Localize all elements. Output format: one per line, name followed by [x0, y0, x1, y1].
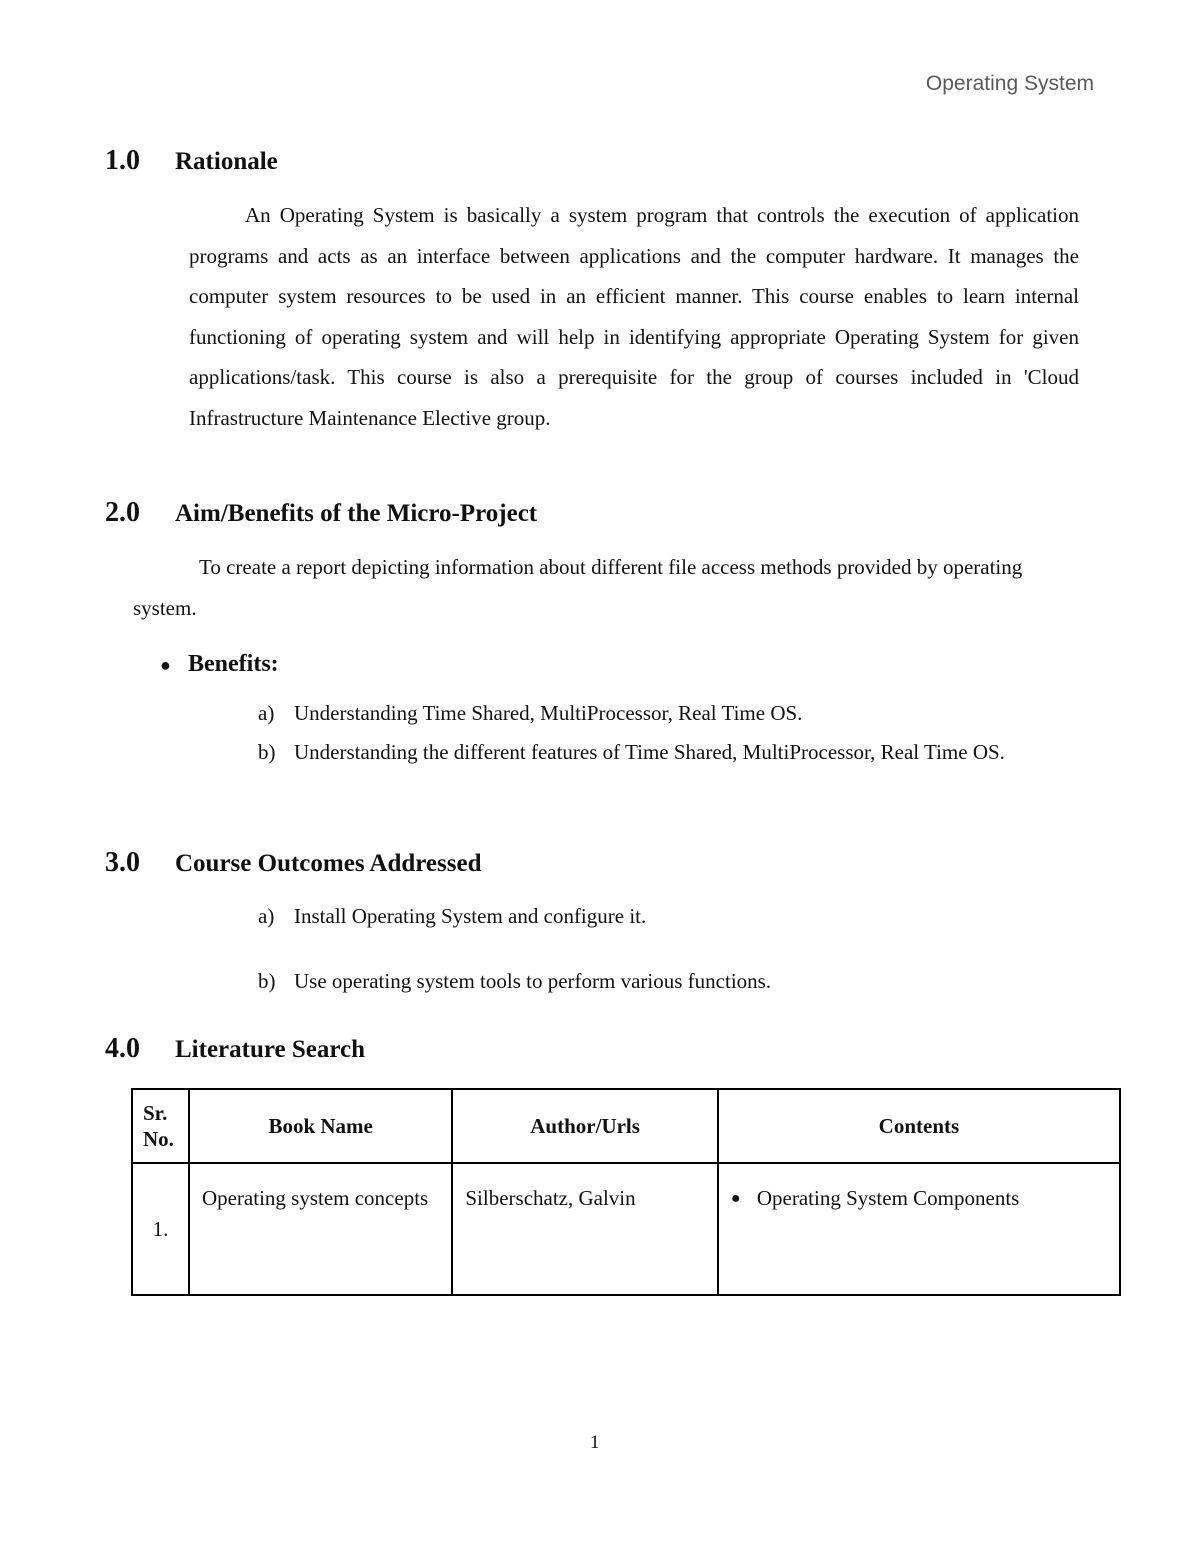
section-title: Rationale [175, 148, 278, 175]
cell-sr-no: 1. [132, 1163, 189, 1295]
list-marker: b) [258, 969, 276, 993]
list-marker: a) [258, 904, 275, 928]
contents-list-item [731, 1182, 1107, 1215]
list-item [258, 896, 1074, 936]
header-sr-no: Sr. No. [132, 1089, 189, 1163]
header-contents: Contents [718, 1089, 1120, 1163]
list-text: Understanding the different features of Time Shared, MultiProcessor, Real Time OS. [294, 740, 1005, 764]
table-row [132, 1163, 1120, 1295]
section-number: 4.0 [105, 1033, 140, 1064]
section-number: 1.0 [105, 145, 140, 176]
section-title: Literature Search [175, 1036, 366, 1063]
list-marker: b) [258, 740, 276, 764]
list-text: Install Operating System and configure it. [294, 904, 647, 928]
section-heading-rationale [105, 145, 278, 177]
bullet-icon: ● [160, 655, 171, 675]
bullet-icon: ● [730, 1190, 741, 1207]
aim-paragraph: To create a report depicting information about different file access methods provided by operating system. [133, 555, 1023, 620]
section-heading-outcomes [105, 847, 481, 879]
benefits-title: Benefits: [188, 651, 279, 677]
benefits-heading [160, 651, 279, 678]
cell-contents [718, 1163, 1120, 1295]
list-item [258, 732, 1074, 772]
page-number: 1 [590, 1432, 600, 1453]
table-header-row [132, 1089, 1120, 1163]
rationale-paragraph: An Operating System is basically a system program that controls the execution of application programs and acts as an interface between applications and the computer hardware. It manages the computer system resources to be used in an efficient manner. This course enables to learn internal functioning of operating system and will help in identifying appropriate Operating System for given applications/task. This course is also a prerequisite for the group of courses included in 'Cloud Infrastructure Maintenance Elective group. [189, 203, 1079, 430]
section-title: Aim/Benefits of the Micro-Project [175, 500, 538, 527]
literature-table [131, 1088, 1121, 1296]
cell-author: Silberschatz, Galvin [452, 1163, 718, 1295]
section-number: 2.0 [105, 497, 140, 528]
list-text: Understanding Time Shared, MultiProcessor, Real Time OS. [294, 701, 803, 725]
list-item [258, 693, 1074, 733]
header-author: Author/Urls [452, 1089, 718, 1163]
section-heading-aim [105, 497, 537, 529]
section-number: 3.0 [105, 847, 140, 878]
header-book-name: Book Name [189, 1089, 452, 1163]
list-text: Use operating system tools to perform various functions. [294, 969, 772, 993]
section-title: Course Outcomes Addressed [175, 850, 482, 877]
list-item [258, 961, 1074, 1001]
section-heading-literature [105, 1033, 365, 1065]
list-marker: a) [258, 701, 275, 725]
contents-text: Operating System Components [756, 1186, 1020, 1210]
cell-book-name: Operating system concepts [189, 1163, 452, 1295]
running-header: Operating System [925, 72, 1094, 95]
